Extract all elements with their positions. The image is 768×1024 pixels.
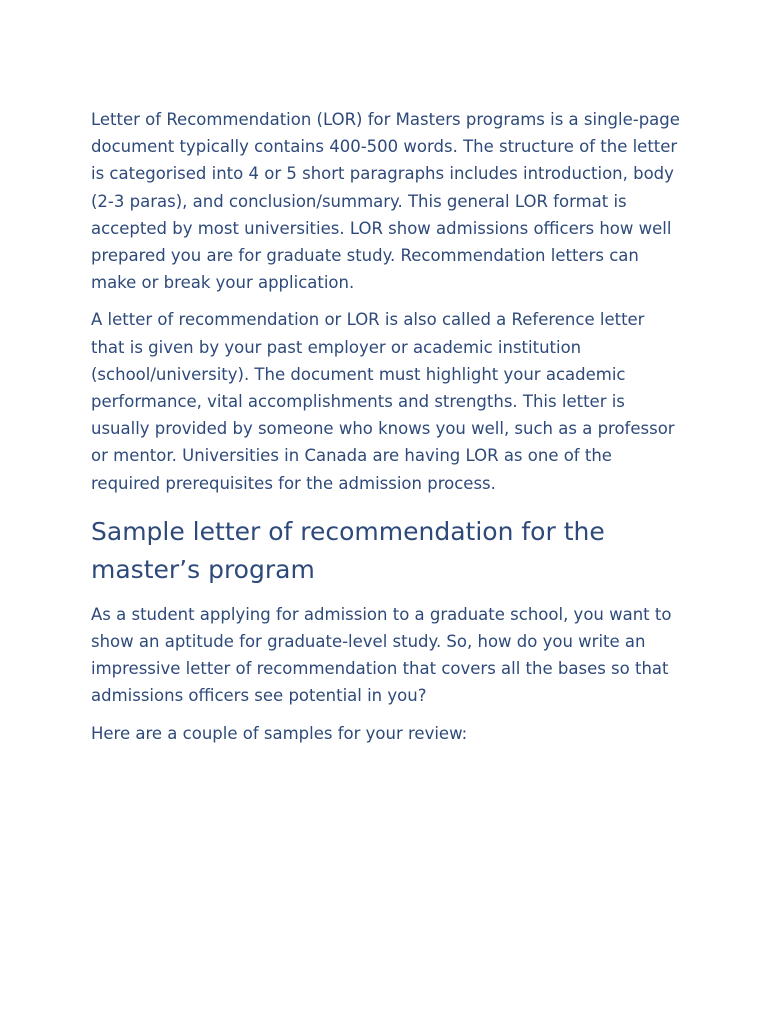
body-paragraph-1: As a student applying for admission to a graduate school, you want to show an aptitude for graduate-level study. So, how do you write an impressive letter of recommendation that covers all the bases so that admissions officers see potential in you? [91,604,672,706]
intro-paragraph-1: Letter of Recommendation (LOR) for Masters programs is a single-page document typically contains 400-500 words. The structure of the letter is categorised into 4 or 5 short paragraphs includes introduction, body (2-3 paras), and conclusion/summary. This general LOR format is accepted by most universities. LOR show admissions officers how well prepared you are for graduate study. Recommendation letters can make or break your application. [91,110,680,293]
body-paragraph-2: Here are a couple of samples for your review: [91,723,468,743]
document-body [91,106,681,757]
section-heading: Sample letter of recommendation for the master’s program [91,516,605,584]
intro-paragraph-2: A letter of recommendation or LOR is also called a Reference letter that is given by your past employer or academic institution (school/university). The document must highlight your academic performance, vital accomplishments and strengths. This letter is usually provided by someone who knows you well, such as a professor or mentor. Universities in Canada are having LOR as one of the required prerequisites for the admission process. [91,310,675,493]
